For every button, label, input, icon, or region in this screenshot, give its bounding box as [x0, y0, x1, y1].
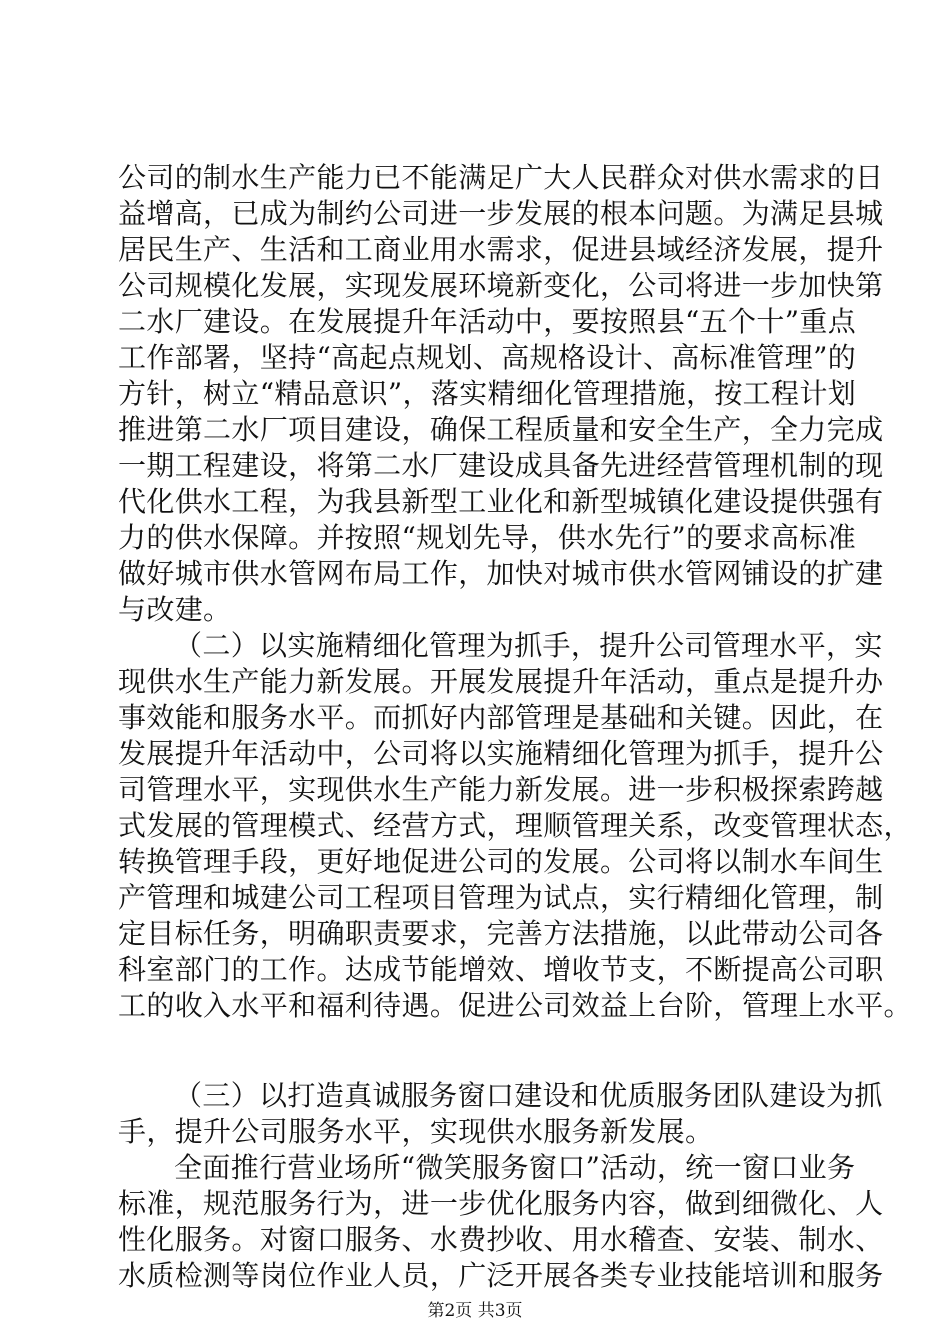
text-line: 水质检测等岗位作业人员，广泛开展各类专业技能培训和服务 — [118, 1259, 884, 1292]
page-number: 第2页 共3页 — [427, 1301, 523, 1321]
text-line: 公司的制水生产能力已不能满足广大人民群众对供水需求的日 — [118, 161, 884, 194]
text-line: 方针，树立“精品意识”，落实精细化管理措施，按工程计划 — [118, 377, 857, 410]
text-line: 公司规模化发展，实现发展环境新变化，公司将进一步加快第 — [118, 269, 884, 302]
text-line: 工作部署，坚持“高起点规划、高规格设计、高标准管理”的 — [118, 341, 857, 374]
paragraph-start: 全面推行营业场所“微笑服务窗口”活动，统一窗口业务 — [174, 1151, 856, 1184]
text-line: 转换管理手段，更好地促进公司的发展。公司将以制水车间生 — [118, 845, 884, 878]
text-line: 发展提升年活动中，公司将以实施精细化管理为抓手，提升公 — [118, 737, 884, 770]
text-line: 司管理水平，实现供水生产能力新发展。进一步积极探索跨越 — [118, 773, 884, 806]
text-line: 与改建。 — [118, 593, 232, 626]
text-line: 科室部门的工作。达成节能增效、增收节支，不断提高公司职 — [118, 953, 884, 986]
section-heading-2: （二）以实施精细化管理为抓手，提升公司管理水平，实 — [174, 629, 883, 662]
text-line: 标准，规范服务行为，进一步优化服务内容，做到细微化、人 — [118, 1187, 884, 1220]
text-line: 性化服务。对窗口服务、水费抄收、用水稽查、安装、制水、 — [118, 1223, 884, 1256]
text-line: 做好城市供水管网布局工作，加快对城市供水管网铺设的扩建 — [118, 557, 884, 590]
text-line: 定目标任务，明确职责要求，完善方法措施，以此带动公司各 — [118, 917, 884, 950]
text-line: 产管理和城建公司工程项目管理为试点，实行精细化管理，制 — [118, 881, 884, 914]
text-line: 事效能和服务水平。而抓好内部管理是基础和关键。因此，在 — [118, 701, 884, 734]
text-line: 式发展的管理模式、经营方式，理顺管理关系，改变管理状态， — [118, 809, 912, 842]
text-line: 工的收入水平和福利待遇。促进公司效益上台阶，管理上水平。 — [118, 989, 912, 1022]
text-line: 推进第二水厂项目建设，确保工程质量和安全生产，全力完成 — [118, 413, 884, 446]
text-line: 益增高，已成为制约公司进一步发展的根本问题。为满足县城 — [118, 197, 884, 230]
section-heading-3: （三）以打造真诚服务窗口建设和优质服务团队建设为抓 — [174, 1079, 883, 1112]
text-line: 居民生产、生活和工商业用水需求，促进县域经济发展，提升 — [118, 233, 884, 266]
text-line: 现供水生产能力新发展。开展发展提升年活动，重点是提升办 — [118, 665, 884, 698]
text-line: 二水厂建设。在发展提升年活动中，要按照县“五个十”重点 — [118, 305, 857, 338]
text-line: 一期工程建设，将第二水厂建设成具备先进经营管理机制的现 — [118, 449, 884, 482]
text-line: 手，提升公司服务水平，实现供水服务新发展。 — [118, 1115, 714, 1148]
text-line: 力的供水保障。并按照“规划先导，供水先行”的要求高标准 — [118, 521, 857, 554]
text-line: 代化供水工程，为我县新型工业化和新型城镇化建设提供强有 — [118, 485, 884, 518]
